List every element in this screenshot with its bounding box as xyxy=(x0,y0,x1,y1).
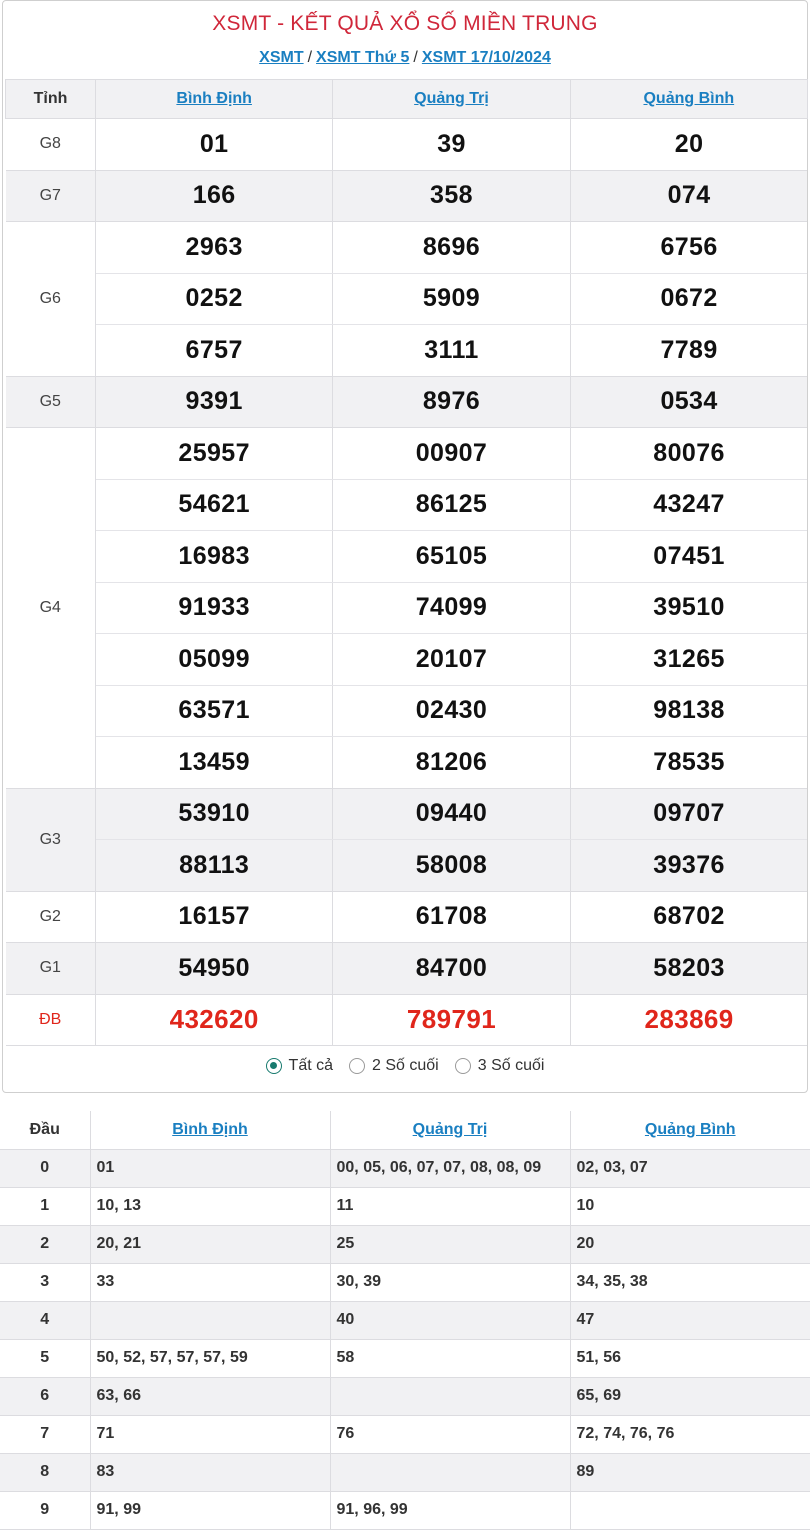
prize-row xyxy=(6,376,808,428)
prize-number: 68702 xyxy=(570,891,807,943)
prize-row xyxy=(6,840,808,892)
dau-values: 30, 39 xyxy=(330,1263,570,1301)
dau-values: 10, 13 xyxy=(90,1187,330,1225)
dau-values: 20, 21 xyxy=(90,1225,330,1263)
dau-digit: 5 xyxy=(0,1339,90,1377)
prize-row xyxy=(6,788,808,840)
dau-values: 91, 99 xyxy=(90,1491,330,1529)
dau-province-link-quang-binh[interactable]: Quảng Bình xyxy=(644,1120,736,1138)
prize-row xyxy=(6,479,808,531)
dau-digit: 3 xyxy=(0,1263,90,1301)
number-filter xyxy=(3,1057,807,1079)
dau-values: 63, 66 xyxy=(90,1377,330,1415)
dau-digit: 0 xyxy=(0,1149,90,1187)
breadcrumb-separator: / xyxy=(413,49,418,66)
special-prize-number: 789791 xyxy=(333,994,570,1046)
prize-number: 09440 xyxy=(333,788,570,840)
dau-values xyxy=(90,1301,330,1339)
dau-digit: 6 xyxy=(0,1377,90,1415)
prize-number: 6756 xyxy=(570,222,807,274)
prize-number: 31265 xyxy=(570,634,807,686)
prize-row xyxy=(6,634,808,686)
dau-values: 10 xyxy=(570,1187,810,1225)
dau-values: 71 xyxy=(90,1415,330,1453)
radio-checked-icon[interactable] xyxy=(266,1058,282,1074)
dau-values: 02, 03, 07 xyxy=(570,1149,810,1187)
prize-number: 91933 xyxy=(96,582,333,634)
dau-table xyxy=(0,1111,810,1530)
dau-values xyxy=(330,1453,570,1491)
prize-label: G1 xyxy=(6,943,96,995)
radio-unchecked-icon[interactable] xyxy=(455,1058,471,1074)
prize-row xyxy=(6,582,808,634)
prize-row xyxy=(6,685,808,737)
dau-values: 25 xyxy=(330,1225,570,1263)
prize-number: 86125 xyxy=(333,479,570,531)
prize-row xyxy=(6,170,808,222)
dau-values: 89 xyxy=(570,1453,810,1491)
prize-label: G4 xyxy=(6,428,96,789)
dau-province-link-binh-dinh[interactable]: Bình Định xyxy=(172,1120,248,1138)
prize-number: 20107 xyxy=(333,634,570,686)
province-header-quang-tri xyxy=(333,80,570,119)
prize-number: 8696 xyxy=(333,222,570,274)
page-title: XSMT - KẾT QUẢ XỔ SỐ MIỀN TRUNG xyxy=(212,12,598,35)
results-header-row xyxy=(6,80,808,119)
dau-values: 34, 35, 38 xyxy=(570,1263,810,1301)
prize-number: 5909 xyxy=(333,273,570,325)
prize-number: 63571 xyxy=(96,685,333,737)
dau-values: 33 xyxy=(90,1263,330,1301)
breadcrumb-xsmt-link[interactable]: XSMT xyxy=(259,49,304,66)
prize-label: G6 xyxy=(6,222,96,377)
prize-number: 0672 xyxy=(570,273,807,325)
prize-number: 20 xyxy=(570,119,807,171)
prize-label: G7 xyxy=(6,170,96,222)
filter-option[interactable] xyxy=(455,1057,545,1075)
prize-row xyxy=(6,273,808,325)
dau-province-link-quang-tri[interactable]: Quảng Trị xyxy=(412,1120,488,1138)
dau-row xyxy=(0,1453,810,1491)
prize-number: 02430 xyxy=(333,685,570,737)
prize-number: 54621 xyxy=(96,479,333,531)
prize-number: 54950 xyxy=(96,943,333,995)
prize-number: 61708 xyxy=(333,891,570,943)
dau-values xyxy=(570,1491,810,1529)
prize-number: 6757 xyxy=(96,325,333,377)
filter-option[interactable] xyxy=(349,1057,439,1075)
dau-values: 00, 05, 06, 07, 07, 08, 08, 09 xyxy=(330,1149,570,1187)
dau-values: 20 xyxy=(570,1225,810,1263)
prize-label: G3 xyxy=(6,788,96,891)
special-prize-number: 432620 xyxy=(96,994,333,1046)
dau-values: 11 xyxy=(330,1187,570,1225)
prize-number: 074 xyxy=(570,170,807,222)
prize-row xyxy=(6,943,808,995)
dau-values: 72, 74, 76, 76 xyxy=(570,1415,810,1453)
prize-number: 25957 xyxy=(96,428,333,480)
dau-header-binh-dinh xyxy=(90,1111,330,1149)
dau-values: 58 xyxy=(330,1339,570,1377)
prize-number: 07451 xyxy=(570,531,807,583)
dau-digit: 2 xyxy=(0,1225,90,1263)
dau-body xyxy=(0,1149,810,1529)
prize-number: 58008 xyxy=(333,840,570,892)
dau-digit: 4 xyxy=(0,1301,90,1339)
breadcrumb-date-link[interactable]: XSMT 17/10/2024 xyxy=(421,49,551,66)
radio-unchecked-icon[interactable] xyxy=(349,1058,365,1074)
prize-number: 358 xyxy=(333,170,570,222)
results-card xyxy=(2,0,808,1093)
prize-number: 0534 xyxy=(570,376,807,428)
dau-values: 51, 56 xyxy=(570,1339,810,1377)
prize-number: 9391 xyxy=(96,376,333,428)
prize-number: 16983 xyxy=(96,531,333,583)
dau-values: 40 xyxy=(330,1301,570,1339)
prize-number: 84700 xyxy=(333,943,570,995)
dau-row xyxy=(0,1339,810,1377)
dau-digit: 1 xyxy=(0,1187,90,1225)
dau-row xyxy=(0,1263,810,1301)
dau-row xyxy=(0,1415,810,1453)
dau-header-quang-tri xyxy=(330,1111,570,1149)
prize-number: 39 xyxy=(333,119,570,171)
dau-header-quang-binh xyxy=(570,1111,810,1149)
prize-row xyxy=(6,994,808,1046)
dau-values: 50, 52, 57, 57, 57, 59 xyxy=(90,1339,330,1377)
dau-digit: 7 xyxy=(0,1415,90,1453)
prize-row xyxy=(6,222,808,274)
results-table xyxy=(5,79,808,1046)
dau-row xyxy=(0,1377,810,1415)
prize-number: 80076 xyxy=(570,428,807,480)
province-link-quang-tri[interactable]: Quảng Trị xyxy=(414,90,489,107)
province-header-binh-dinh xyxy=(96,80,333,119)
prize-number: 09707 xyxy=(570,788,807,840)
prize-row xyxy=(6,119,808,171)
province-link-quang-binh[interactable]: Quảng Bình xyxy=(643,90,735,107)
prize-row xyxy=(6,325,808,377)
breadcrumb-separator: / xyxy=(307,49,313,66)
prize-number: 7789 xyxy=(570,325,807,377)
prize-number: 58203 xyxy=(570,943,807,995)
prize-label: G2 xyxy=(6,891,96,943)
prize-row xyxy=(6,428,808,480)
prize-number: 0252 xyxy=(96,273,333,325)
prize-number: 81206 xyxy=(333,737,570,789)
dau-row xyxy=(0,1491,810,1529)
prize-label: ĐB xyxy=(6,994,96,1046)
prize-number: 2963 xyxy=(96,222,333,274)
prize-number: 3111 xyxy=(333,325,570,377)
prize-number: 01 xyxy=(96,119,333,171)
filter-option-label: 3 Số cuối xyxy=(477,1057,545,1074)
province-link-binh-dinh[interactable]: Bình Định xyxy=(176,90,252,107)
dau-row xyxy=(0,1149,810,1187)
breadcrumb xyxy=(3,49,807,67)
breadcrumb-weekday-link[interactable]: XSMT Thứ 5 xyxy=(316,49,410,66)
dau-values: 76 xyxy=(330,1415,570,1453)
prize-number: 98138 xyxy=(570,685,807,737)
dau-values: 83 xyxy=(90,1453,330,1491)
dau-row xyxy=(0,1301,810,1339)
prize-number: 166 xyxy=(96,170,333,222)
filter-option-label: Tất cả xyxy=(288,1057,334,1074)
prize-row xyxy=(6,737,808,789)
dau-values: 65, 69 xyxy=(570,1377,810,1415)
dau-digit: 9 xyxy=(0,1491,90,1529)
special-prize-number: 283869 xyxy=(570,994,807,1046)
dau-values: 91, 96, 99 xyxy=(330,1491,570,1529)
prize-label: G8 xyxy=(6,119,96,171)
province-column-header: Tỉnh xyxy=(6,80,96,119)
dau-column-header: Đầu xyxy=(0,1111,90,1149)
prize-number: 8976 xyxy=(333,376,570,428)
prize-label: G5 xyxy=(6,376,96,428)
prize-row xyxy=(6,891,808,943)
prize-number: 39376 xyxy=(570,840,807,892)
prize-number: 65105 xyxy=(333,531,570,583)
prize-number: 05099 xyxy=(96,634,333,686)
filter-option[interactable] xyxy=(266,1057,333,1075)
prize-number: 00907 xyxy=(333,428,570,480)
dau-row xyxy=(0,1225,810,1263)
dau-values: 01 xyxy=(90,1149,330,1187)
prize-number: 39510 xyxy=(570,582,807,634)
dau-header-row xyxy=(0,1111,810,1149)
prize-number: 53910 xyxy=(96,788,333,840)
prize-number: 78535 xyxy=(570,737,807,789)
prize-number: 43247 xyxy=(570,479,807,531)
prize-number: 74099 xyxy=(333,582,570,634)
results-body xyxy=(6,119,808,1046)
dau-values: 47 xyxy=(570,1301,810,1339)
dau-row xyxy=(0,1187,810,1225)
filter-option-label: 2 Số cuối xyxy=(372,1057,439,1074)
dau-digit: 8 xyxy=(0,1453,90,1491)
prize-row xyxy=(6,531,808,583)
prize-number: 88113 xyxy=(96,840,333,892)
prize-number: 16157 xyxy=(96,891,333,943)
prize-number: 13459 xyxy=(96,737,333,789)
dau-values xyxy=(330,1377,570,1415)
province-header-quang-binh xyxy=(570,80,807,119)
